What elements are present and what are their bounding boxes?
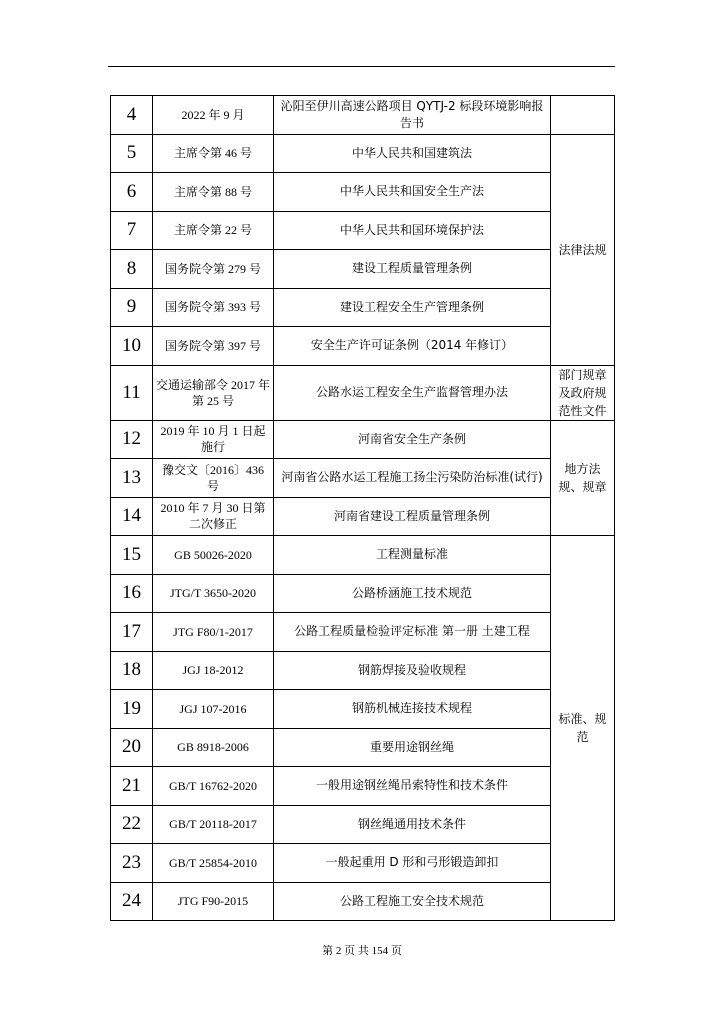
row-number: 13 bbox=[111, 459, 153, 498]
row-number: 11 bbox=[111, 365, 153, 420]
document-number: 国务院令第 397 号 bbox=[153, 327, 274, 366]
document-title: 中华人民共和国环境保护法 bbox=[274, 211, 551, 250]
document-number: 交通运输部令 2017 年第 25 号 bbox=[153, 365, 274, 420]
table-row bbox=[111, 844, 615, 883]
page-footer: 第 2 页 共 154 页 bbox=[322, 945, 402, 957]
row-number: 14 bbox=[111, 497, 153, 536]
table-row bbox=[111, 134, 615, 173]
row-number: 22 bbox=[111, 805, 153, 844]
table-row bbox=[111, 327, 615, 366]
table-row bbox=[111, 250, 615, 289]
document-number: GB/T 25854-2010 bbox=[153, 844, 274, 883]
table-row bbox=[111, 96, 615, 135]
document-title: 一般起重用 D 形和弓形锻造卸扣 bbox=[274, 844, 551, 883]
category-local: 地方法规、规章 bbox=[551, 420, 615, 536]
category-cell-empty bbox=[551, 96, 615, 135]
table-row bbox=[111, 420, 615, 459]
row-number: 5 bbox=[111, 134, 153, 173]
document-number: 国务院令第 279 号 bbox=[153, 250, 274, 289]
document-number: JGJ 18-2012 bbox=[153, 651, 274, 690]
row-number: 9 bbox=[111, 288, 153, 327]
row-number: 6 bbox=[111, 173, 153, 212]
table-row bbox=[111, 497, 615, 536]
document-number: JTG/T 3650-2020 bbox=[153, 574, 274, 613]
table-row bbox=[111, 882, 615, 921]
document-title: 公路桥涵施工技术规范 bbox=[274, 574, 551, 613]
document-title: 河南省公路水运工程施工扬尘污染防治标准(试行) bbox=[274, 459, 551, 498]
table-row bbox=[111, 365, 615, 420]
document-number: 主席令第 46 号 bbox=[153, 134, 274, 173]
document-number: 国务院令第 393 号 bbox=[153, 288, 274, 327]
document-number: 豫交文〔2016〕436 号 bbox=[153, 459, 274, 498]
row-number: 15 bbox=[111, 536, 153, 575]
row-number: 10 bbox=[111, 327, 153, 366]
document-title: 工程测量标准 bbox=[274, 536, 551, 575]
table-row bbox=[111, 288, 615, 327]
row-number: 17 bbox=[111, 613, 153, 652]
document-number: 2019 年 10 月 1 日起施行 bbox=[153, 420, 274, 459]
table-row bbox=[111, 805, 615, 844]
row-number: 4 bbox=[111, 96, 153, 135]
document-title: 中华人民共和国安全生产法 bbox=[274, 173, 551, 212]
document-title: 钢丝绳通用技术条件 bbox=[274, 805, 551, 844]
row-number: 8 bbox=[111, 250, 153, 289]
table-row bbox=[111, 651, 615, 690]
table-row bbox=[111, 728, 615, 767]
table-row bbox=[111, 173, 615, 212]
document-title: 建设工程质量管理条例 bbox=[274, 250, 551, 289]
document-title: 公路工程质量检验评定标准 第一册 土建工程 bbox=[274, 613, 551, 652]
row-number: 16 bbox=[111, 574, 153, 613]
table-row bbox=[111, 459, 615, 498]
category-ministry: 部门规章及政府规范性文件 bbox=[551, 365, 615, 420]
document-number: 主席令第 22 号 bbox=[153, 211, 274, 250]
document-number: GB 50026-2020 bbox=[153, 536, 274, 575]
document-title: 沁阳至伊川高速公路项目 QYTJ-2 标段环境影响报告书 bbox=[274, 96, 551, 135]
row-number: 19 bbox=[111, 690, 153, 729]
document-title: 钢筋机械连接技术规程 bbox=[274, 690, 551, 729]
row-number: 23 bbox=[111, 844, 153, 883]
table-row bbox=[111, 211, 615, 250]
document-title: 一般用途钢丝绳吊索特性和技术条件 bbox=[274, 767, 551, 806]
document-number: 2010 年 7 月 30 日第二次修正 bbox=[153, 497, 274, 536]
document-title: 重要用途钢丝绳 bbox=[274, 728, 551, 767]
document-number: JTG F80/1-2017 bbox=[153, 613, 274, 652]
row-number: 21 bbox=[111, 767, 153, 806]
category-standards: 标准、规范 bbox=[551, 536, 615, 921]
regulations-table bbox=[110, 95, 615, 921]
table-row bbox=[111, 767, 615, 806]
row-number: 7 bbox=[111, 211, 153, 250]
document-number: JTG F90-2015 bbox=[153, 882, 274, 921]
row-number: 20 bbox=[111, 728, 153, 767]
document-number: 主席令第 88 号 bbox=[153, 173, 274, 212]
row-number: 24 bbox=[111, 882, 153, 921]
row-number: 12 bbox=[111, 420, 153, 459]
table-row bbox=[111, 536, 615, 575]
document-title: 公路水运工程安全生产监督管理办法 bbox=[274, 365, 551, 420]
document-title: 安全生产许可证条例（2014 年修订） bbox=[274, 327, 551, 366]
document-title: 建设工程安全生产管理条例 bbox=[274, 288, 551, 327]
table-row bbox=[111, 574, 615, 613]
table-row bbox=[111, 613, 615, 652]
document-title: 河南省安全生产条例 bbox=[274, 420, 551, 459]
table-row bbox=[111, 690, 615, 729]
document-number: GB 8918-2006 bbox=[153, 728, 274, 767]
document-title: 公路工程施工安全技术规范 bbox=[274, 882, 551, 921]
document-title: 钢筋焊接及验收规程 bbox=[274, 651, 551, 690]
document-number: GB/T 16762-2020 bbox=[153, 767, 274, 806]
document-number: JGJ 107-2016 bbox=[153, 690, 274, 729]
document-title: 河南省建设工程质量管理条例 bbox=[274, 497, 551, 536]
document-title: 中华人民共和国建筑法 bbox=[274, 134, 551, 173]
row-number: 18 bbox=[111, 651, 153, 690]
category-laws: 法律法规 bbox=[551, 134, 615, 365]
document-number: GB/T 20118-2017 bbox=[153, 805, 274, 844]
document-number: 2022 年 9 月 bbox=[153, 96, 274, 135]
header-rule bbox=[108, 66, 615, 67]
